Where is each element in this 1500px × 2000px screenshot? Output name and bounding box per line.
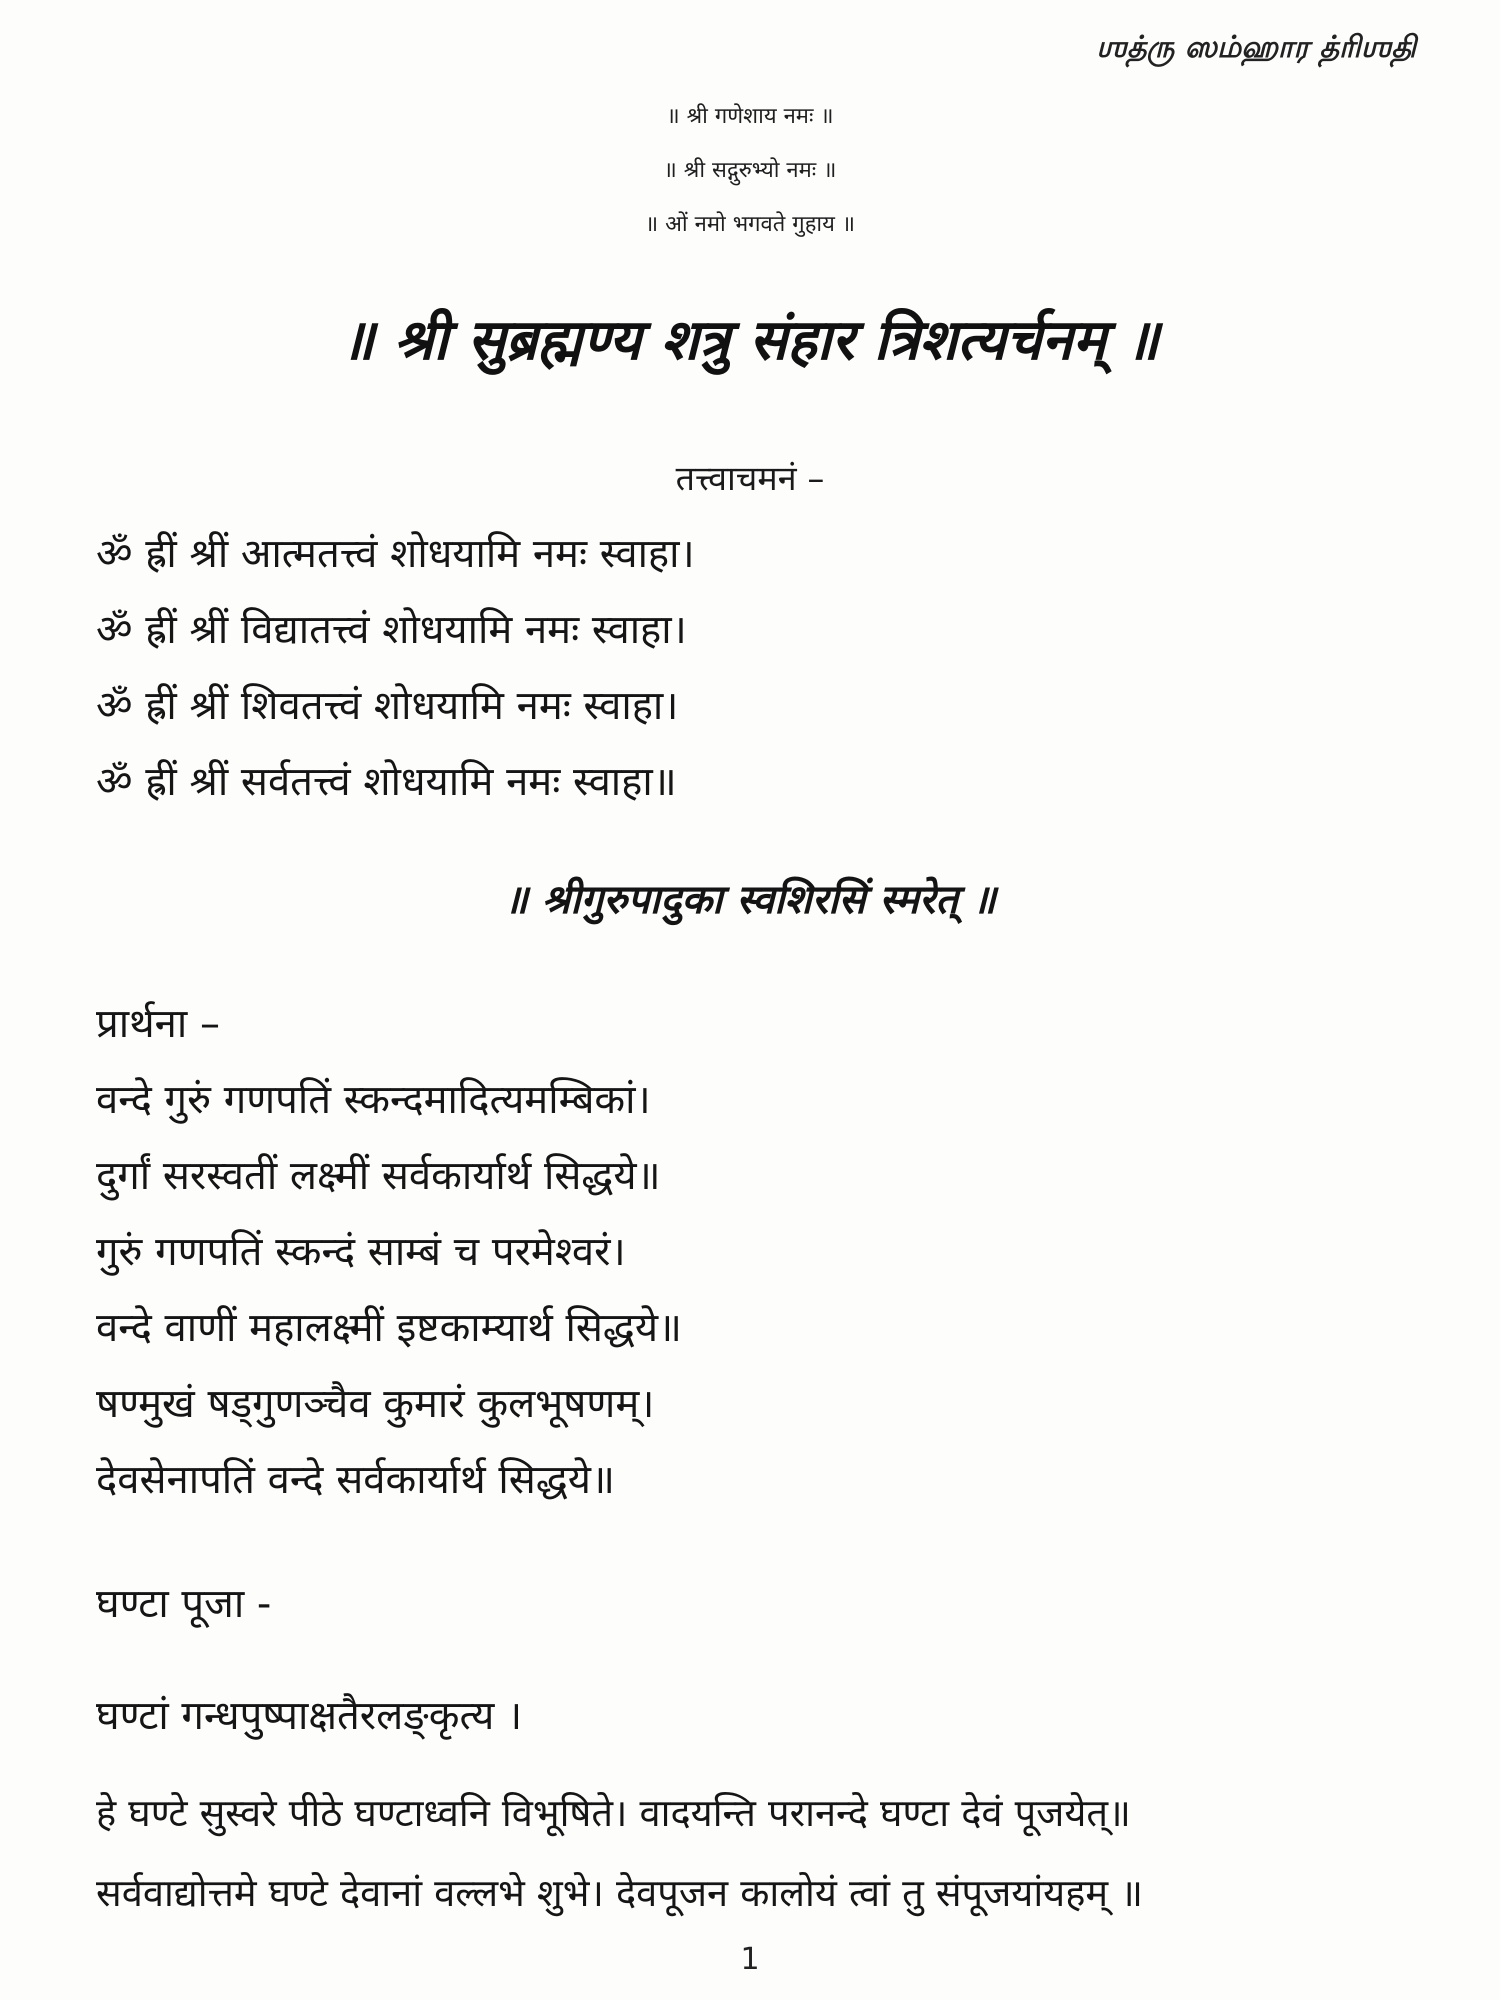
guru-paduka-heading: ॥ श्रीगुरुपादुका स्वशिरसिं स्मरेत् ॥ [504,877,996,923]
tattva-line: ॐ ह्रीं श्रीं आत्मतत्त्वं शोधयामि नमः स्वाहा। [96,531,695,577]
prarthana-line: देवसेनापतिं वन्दे सर्वकार्यार्थ सिद्धये॥ [96,1457,615,1503]
ghanta-line: घण्टां गन्धपुष्पाक्षतैरलङ्कृत्य । [96,1693,523,1739]
prarthana-line: दुर्गां सरस्वतीं लक्ष्मीं सर्वकार्यार्थ सिद्धये॥ [96,1153,661,1199]
invocation-guha: ॥ ओं नमो भगवते गुहाय ॥ [644,212,856,237]
prarthana-line: षण्मुखं षड्गुणञ्चैव कुमारं कुलभूषणम्। [96,1381,655,1427]
tattva-line: ॐ ह्रीं श्रीं विद्यातत्त्वं शोधयामि नमः स्वाहा। [96,607,687,653]
prarthana-line: गुरुं गणपतिं स्कन्दं साम्बं च परमेश्वरं। [96,1229,626,1275]
prarthana-line: वन्दे वाणीं महालक्ष्मीं इष्टकाम्यार्थ सिद्धये॥ [96,1305,683,1351]
ghanta-line: हे घण्टे सुस्वरे पीठे घण्टाध्वनि विभूषिते। वादयन्ति परानन्दे घण्टा देवं पूजयेत्॥ [96,1791,1131,1835]
tattva-line: ॐ ह्रीं श्रीं सर्वतत्त्वं शोधयामि नमः स्वाहा॥ [96,759,677,805]
ghanta-line: सर्ववाद्योत्तमे घण्टे देवानां वल्लभे शुभे। देवपूजन कालोयं त्वां तु संपूजयांयहम् ॥ [96,1871,1143,1915]
ghanta-puja-heading: घण्टा पूजा - [96,1581,272,1627]
invocation-ganesha: ॥ श्री गणेशाय नमः ॥ [666,104,834,129]
page-number: 1 [740,1942,760,1977]
tattva-line: ॐ ह्रीं श्रीं शिवतत्त्वं शोधयामि नमः स्वाहा। [96,683,679,729]
invocation-sadguru: ॥ श्री सद्गुरुभ्यो नमः ॥ [663,158,837,183]
page-title: ॥ श्री सुब्रह्मण्य शत्रु संहार त्रिशत्यर्चनम् ॥ [340,308,1160,373]
prarthana-line: वन्दे गुरुं गणपतिं स्कन्दमादित्यमम्बिकां। [96,1077,651,1123]
tattvachamanam-heading: तत्त्वाचमनं – [675,459,825,499]
running-header: ஶத்ரு ஸம்ஹார த்ரிஶதி [1096,30,1416,65]
prarthana-heading: प्रार्थना – [96,1001,220,1047]
